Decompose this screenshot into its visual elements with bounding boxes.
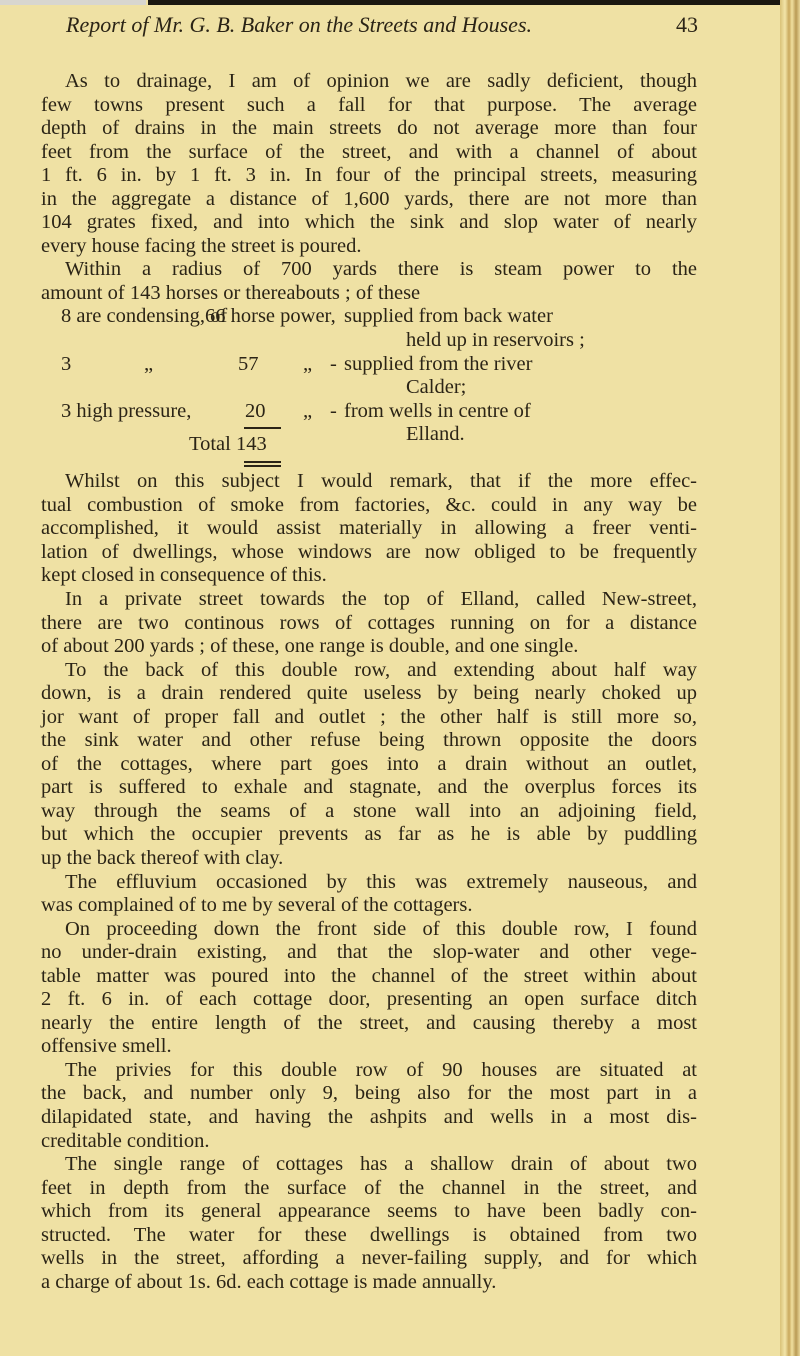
text-line: amount of 143 horses or thereabouts ; of these — [41, 281, 421, 304]
text-line: there are two continous rows of cottages running on for a distance — [41, 611, 697, 634]
paragraph — [41, 470, 697, 588]
text-line: structed. The water for these dwellings is obtained from two — [41, 1223, 697, 1246]
text-line: feet in depth from the surface of the channel in the street, and — [41, 1176, 697, 1199]
text-line: a charge of about 1s. 6d. each cottage is made annually. — [41, 1270, 497, 1293]
row2-source: supplied from the river — [344, 352, 533, 375]
text-line: feet from the surface of the street, and with a channel of about — [41, 140, 697, 163]
paragraph — [41, 1059, 697, 1153]
text-line: wells in the street, affording a never-failing supply, and for which — [41, 1247, 697, 1270]
header-title: Report of Mr. G. B. Baker on the Streets and Houses. — [66, 12, 533, 37]
row2-count: 3 — [61, 352, 72, 375]
text-line: down, is a drain rendered quite useless by being nearly choked up — [41, 682, 697, 705]
text-line: tual combustion of smoke from factories, &c. could in any way be — [41, 493, 697, 516]
paragraph — [41, 659, 697, 871]
text-line: offensive smell. — [41, 1035, 172, 1058]
row3-ditto2: „ — [303, 399, 313, 422]
text-line: depth of drains in the main streets do not average more than four — [41, 117, 697, 140]
text-line: nearly the entire length of the street, and causing thereby a most — [41, 1011, 697, 1034]
text-line: the back, and number only 9, being also for the most part in a — [41, 1082, 697, 1105]
text-line: On proceeding down the front side of this double row, I found — [65, 917, 697, 940]
text-line: As to drainage, I am of opinion we are sadly deficient, though — [65, 70, 697, 92]
row1-hp: 66 horse power, — [205, 305, 336, 328]
text-line: few towns present such a fall for that purpose. The average — [41, 93, 697, 116]
text-line: The single range of cottages has a shallow drain of about two — [65, 1153, 697, 1176]
text-line: To the back of this double row, and extending about half way — [65, 658, 697, 681]
text-line: no under-drain existing, and that the slop-water and other vege- — [41, 941, 697, 964]
text-line: was complained of to me by several of the cottagers. — [41, 894, 473, 917]
row2-ditto: „ — [144, 352, 154, 375]
paragraph — [41, 258, 697, 305]
text-line: in the aggregate a distance of 1,600 yards, there are not more than — [41, 187, 697, 210]
text-line: which from its general appearance seems to have been badly con- — [41, 1200, 697, 1223]
book-binding — [780, 0, 800, 1356]
page-number: 43 — [676, 12, 698, 37]
row3-hp: 20 — [245, 399, 266, 422]
row2-hp: 57 — [238, 352, 259, 375]
text-line: creditable condition. — [41, 1129, 210, 1152]
text-line: In a private street towards the top of Elland, called New-street, — [65, 588, 697, 610]
page-body — [41, 70, 697, 1294]
text-line: lation of dwellings, whose windows are now obliged to be frequently — [41, 540, 697, 563]
steam-power-table — [41, 305, 697, 470]
text-line: accomplished, it would assist materially in allowing a freer venti- — [41, 517, 697, 540]
row3-source: from wells in centre of — [344, 399, 531, 422]
paragraph — [41, 588, 697, 659]
text-line: of about 200 yards ; of these, one range is double, and one single. — [41, 635, 579, 658]
text-line: 1 ft. 6 in. by 1 ft. 3 in. In four of the principal streets, measuring — [41, 164, 697, 187]
text-line: every house facing the street is poured. — [41, 234, 362, 257]
text-line: dilapidated state, and having the ashpits and wells in a most dis- — [41, 1106, 697, 1129]
paragraph — [41, 918, 697, 1059]
text-line: part is suffered to exhale and stagnate, and the overplus forces its — [41, 776, 697, 799]
text-line: Whilst on this subject I would remark, that if the more effec- — [65, 470, 697, 493]
paragraph — [41, 871, 697, 918]
paragraph — [41, 1153, 697, 1294]
text-line: The privies for this double row of 90 houses are situated at — [65, 1058, 697, 1081]
text-line: but which the occupier prevents as far as he is able by puddling — [41, 823, 697, 846]
text-line: kept closed in consequence of this. — [41, 564, 327, 587]
row1-source: supplied from back water — [344, 305, 553, 328]
scan-edge — [0, 0, 146, 5]
text-line: way through the seams of a stone wall into an adjoining field, — [41, 799, 697, 822]
paragraph — [41, 70, 697, 258]
row3-source-cont: Elland. — [406, 423, 465, 446]
row1-count: 8 are condensing, of — [61, 305, 228, 328]
row1-source-cont: held up in reservoirs ; — [406, 329, 585, 352]
text-line: the sink water and other refuse being thrown opposite the doors — [41, 729, 697, 752]
row2-dash: - — [330, 352, 337, 375]
text-line: The effluvium occasioned by this was extremely nauseous, and — [65, 870, 697, 893]
text-line: up the back thereof with clay. — [41, 847, 284, 870]
text-line: table matter was poured into the channel of the street within about — [41, 964, 697, 987]
total: Total 143 — [189, 433, 267, 456]
sum-rule — [244, 427, 281, 429]
row3-dash: - — [330, 399, 337, 422]
text-line: jor want of proper fall and outlet ; the other half is still more so, — [41, 705, 697, 728]
text-line: Within a radius of 700 yards there is steam power to the — [65, 258, 697, 281]
row2-source-cont: Calder; — [406, 376, 467, 399]
running-header — [66, 10, 698, 40]
text-line: 2 ft. 6 in. of each cottage door, presenting an open surface ditch — [41, 988, 697, 1011]
text-line: 104 grates fixed, and into which the sink and slop water of nearly — [41, 211, 697, 234]
scan-edge — [148, 0, 780, 5]
text-line: of the cottages, where part goes into a drain without an outlet, — [41, 752, 697, 775]
double-rule-bottom — [244, 465, 281, 467]
row3-count: 3 high pressure, — [61, 399, 192, 422]
row2-ditto2: „ — [303, 352, 313, 375]
double-rule-top — [244, 461, 281, 463]
